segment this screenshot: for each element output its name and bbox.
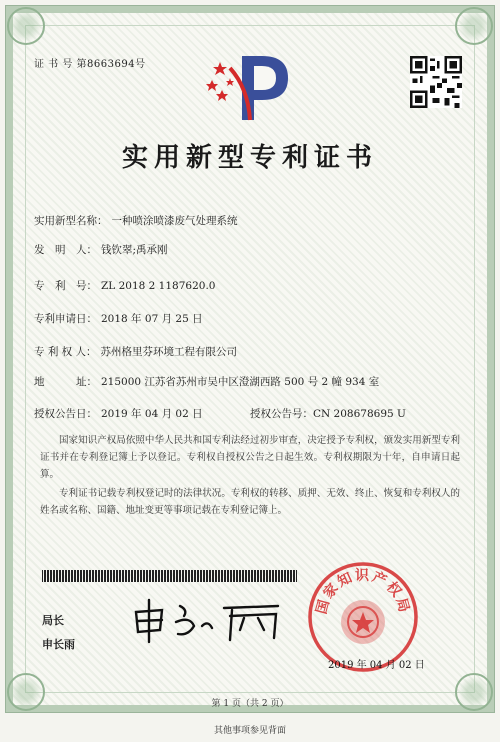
seal-text: 国家知识产权局 — [313, 568, 413, 616]
patent-office-logo — [204, 48, 294, 124]
field-label: 地 址： — [34, 376, 97, 388]
field-label: 实用新型名称： — [34, 215, 108, 227]
certificate-number: 证 书 号 第8663694号 — [34, 59, 146, 70]
corner-ornament — [7, 7, 45, 45]
field-label: 专利申请日： — [34, 313, 97, 325]
page-number: 第 1 页（共 2 页） — [211, 699, 289, 709]
barcode-strip — [42, 570, 297, 582]
field-value: 钱钦翠;禹承刚 — [101, 244, 168, 256]
field-grant-no — [250, 406, 406, 421]
field-inventor — [34, 242, 168, 257]
field-value: 215000 江苏省苏州市吴中区澄湖西路 500 号 2 幢 934 室 — [101, 376, 380, 388]
footer-note: 其他事项参见背面 — [213, 726, 286, 736]
field-label: 专 利 号： — [34, 280, 97, 292]
director-signature — [128, 596, 288, 644]
field-value: 2019 年 04 月 02 日 — [101, 408, 203, 420]
statement-paragraph: 专利证书记载专利权登记时的法律状况。专利权的转移、质押、无效、终止、恢复和专利权人的姓名或名称、国籍、地址变更等事项记载在专利登记簿上。 — [40, 488, 460, 516]
corner-ornament — [455, 7, 493, 45]
field-label: 授权公告日： — [34, 408, 97, 420]
director-name: 申长雨 — [42, 638, 75, 651]
field-utility-model-name — [34, 213, 238, 228]
statement-paragraph: 国家知识产权局依照中华人民共和国专利法经过初步审查，决定授予专利权，颁发实用新型专利证书并在专利登记簿上予以登记。专利权自授权公告之日起生效。专利权期限为十年，自申请日起算。 — [40, 435, 460, 480]
field-address — [34, 374, 379, 389]
seal-date: 2019 年 04 月 02 日 — [328, 660, 425, 671]
field-filing-date — [34, 311, 203, 326]
field-label: 发 明 人： — [34, 244, 97, 256]
qr-code — [410, 56, 462, 108]
certificate-title: 实用新型专利证书 — [121, 143, 378, 173]
field-value: 一种喷涂喷漆废气处理系统 — [111, 215, 238, 227]
field-value: ZL 2018 2 1187620.0 — [101, 280, 216, 292]
field-value: 苏州格里芬环境工程有限公司 — [100, 346, 238, 358]
field-label: 授权公告号： — [250, 408, 313, 420]
field-patentee — [34, 344, 237, 359]
field-value: CN 208678695 U — [313, 408, 406, 420]
field-patent-no — [34, 278, 215, 293]
field-grant-date — [34, 406, 203, 421]
field-label: 专 利 权 人： — [34, 346, 97, 358]
field-value: 2018 年 07 月 25 日 — [101, 313, 203, 325]
director-title: 局长 — [42, 614, 64, 627]
